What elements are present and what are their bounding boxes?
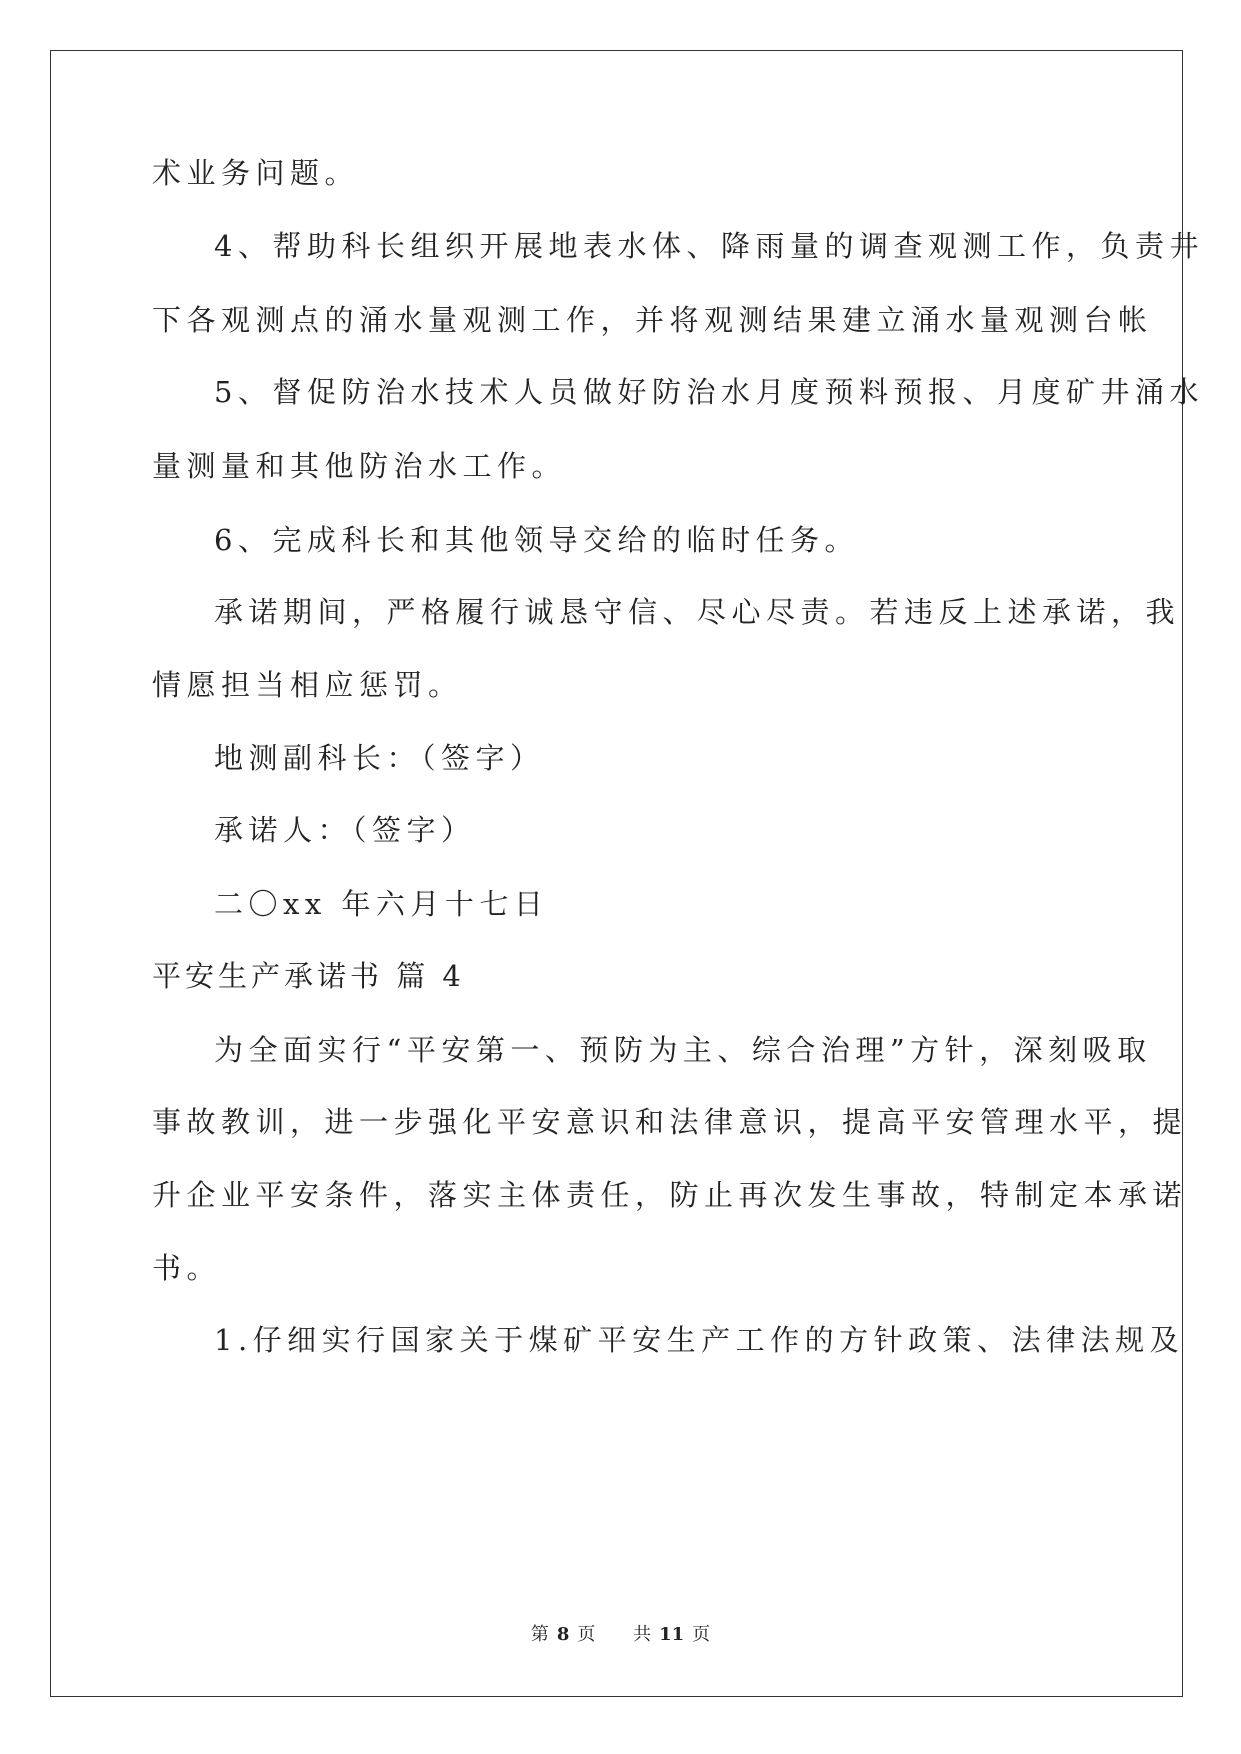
date-line: 二〇xx 年六月十七日 [214,887,549,921]
text-line: 承诺期间，严格履行诚恳守信、尽心尽责。若违反上述承诺，我 [214,595,1181,629]
text-line: 量测量和其他防治水工作。 [152,449,567,483]
text-line: 为全面实行“平安第一、预防为主、综合治理”方针，深刻吸取 [214,1033,1152,1067]
text-line: 情愿担当相应惩罚。 [152,668,463,702]
page-number: 第 8 页 [530,1624,596,1645]
signature-line: 地测副科长：（签字） [214,741,545,775]
text-line: 事故教训，进一步强化平安意识和法律意识，提高平安管理水平，提 [152,1105,1188,1139]
text-line: 下各观测点的涌水量观测工作，并将观测结果建立涌水量观测台帐 [152,303,1153,337]
section-heading: 平安生产承诺书 篇 4 [152,959,465,993]
text-line: 6、完成科长和其他领导交给的临时任务。 [214,523,859,557]
text-line: 术业务问题。 [152,156,360,190]
text-line: 书。 [152,1251,222,1285]
text-line: 1.仔细实行国家关于煤矿平安生产工作的方针政策、法律法规及 [214,1323,1185,1357]
text-line: 升企业平安条件，落实主体责任，防止再次发生事故，特制定本承诺 [152,1178,1188,1212]
page-total: 共 11 页 [633,1624,711,1645]
page-border [50,50,1183,1697]
signature-line: 承诺人：（签字） [214,813,476,847]
text-line: 4、帮助科长组织开展地表水体、降雨量的调查观测工作，负责井 [214,229,1204,263]
text-line: 5、督促防治水技术人员做好防治水月度预料预报、月度矿井涌水 [214,375,1204,409]
page-footer [0,1623,1241,1647]
